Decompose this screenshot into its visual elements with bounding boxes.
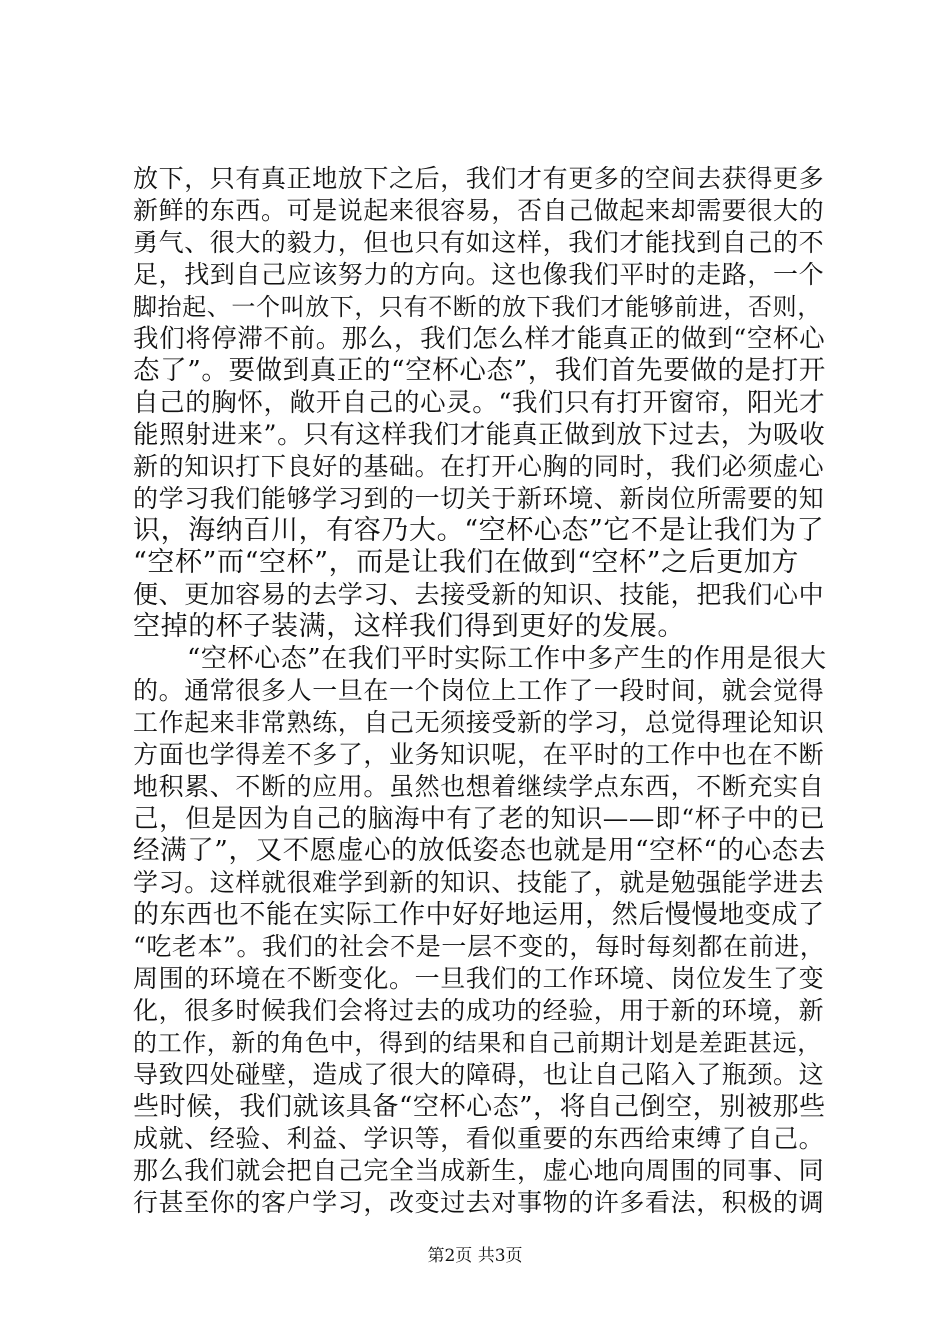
text-line: 的工作，新的角色中，得到的结果和自己前期计划是差距甚远， (133, 1029, 822, 1057)
text-line: 经满了”，又不愿虚心的放低姿态也就是用“空杯“的心态去 (133, 835, 826, 866)
text-line: 的学习我们能够学习到的一切关于新环境、新岗位所需要的知 (133, 484, 825, 513)
text-line: 工作起来非常熟练，自己无须接受新的学习，总觉得理论知识 (133, 708, 825, 737)
text-line: 勇气、很大的毅力，但也只有如这样，我们才能找到自己的不 (133, 228, 825, 257)
text-line: “吃老本”。我们的社会不是一层不变的，每时每刻都在前进， (133, 932, 826, 961)
text-line: 态了”。要做到真正的“空杯心态”，我们首先要做的是打开 (133, 355, 826, 386)
text-line: 脚抬起、一个叫放下，只有不断的放下我们才能够前进，否则， (133, 293, 822, 321)
text-line: 的。通常很多人一旦在一个岗位上工作了一段时间，就会觉得 (133, 676, 825, 705)
text-line: 放下，只有真正地放下之后，我们才有更多的空间去获得更多 (133, 164, 825, 193)
text-line: 成就、经验、利益、学识等，看似重要的东西给束缚了自己。 (133, 1124, 825, 1153)
text-line: 的东西也不能在实际工作中好好地运用，然后慢慢地变成了 (133, 900, 825, 930)
text-line: 自己的胸怀，敞开自己的心灵。“我们只有打开窗帘，阳光才 (133, 388, 826, 418)
text-line: 行甚至你的客户学习，改变过去对事物的许多看法，积极的调 (133, 1188, 825, 1217)
text-line: 学习。这样就很难学到新的知识、技能了，就是勉强能学进去 (133, 868, 825, 897)
text-line: 新的知识打下良好的基础。在打开心胸的同时，我们必须虚心 (133, 452, 825, 481)
text-line: 足，找到自己应该努力的方向。这也像我们平时的走路，一个 (133, 260, 825, 289)
text-line: 导致四处碰壁，造成了很大的障碍，也让自己陷入了瓶颈。这 (133, 1060, 825, 1089)
text-line: 化，很多时候我们会将过去的成功的经验，用于新的环境，新 (133, 996, 825, 1025)
text-line: “空杯”而“空杯”，而是让我们在做到“空杯”之后更加方 (133, 547, 800, 578)
text-line: 空掉的杯子装满，这样我们得到更好的发展。 (133, 611, 685, 642)
text-line: 方面也学得差不多了，业务知识呢，在平时的工作中也在不断 (133, 740, 825, 769)
paragraph-first-line: “空杯心态”在我们平时实际工作中多产生的作用是很大 (187, 644, 827, 674)
text-line: 能照射进来”。只有这样我们才能真正做到放下过去，为吸收 (133, 420, 826, 450)
text-line: 地积累、不断的应用。虽然也想着继续学点东西，不断充实自 (133, 772, 825, 801)
text-line: 便、更加容易的去学习、去接受新的知识、技能，把我们心中 (133, 580, 825, 609)
text-line: 些时候，我们就该具备“空杯心态”，将自己倒空，别被那些 (133, 1092, 826, 1122)
page-number-footer: 第2页 共3页 (427, 1246, 523, 1266)
text-line: 周围的环境在不断变化。一旦我们的工作环境、岗位发生了变 (133, 964, 825, 993)
text-line: 识，海纳百川，有容乃大。“空杯心态”它不是让我们为了 (133, 515, 825, 546)
text-line: 己，但是因为自己的脑海中有了老的知识——即“杯子中的已 (133, 804, 826, 834)
text-line: 新鲜的东西。可是说起来很容易，否自己做起来却需要很大的 (133, 196, 825, 225)
text-line: 那么我们就会把自己完全当成新生，虚心地向周围的同事、同 (133, 1156, 825, 1185)
body-text (133, 163, 833, 1219)
text-line: 我们将停滞不前。那么，我们怎么样才能真正的做到“空杯心 (133, 324, 826, 354)
